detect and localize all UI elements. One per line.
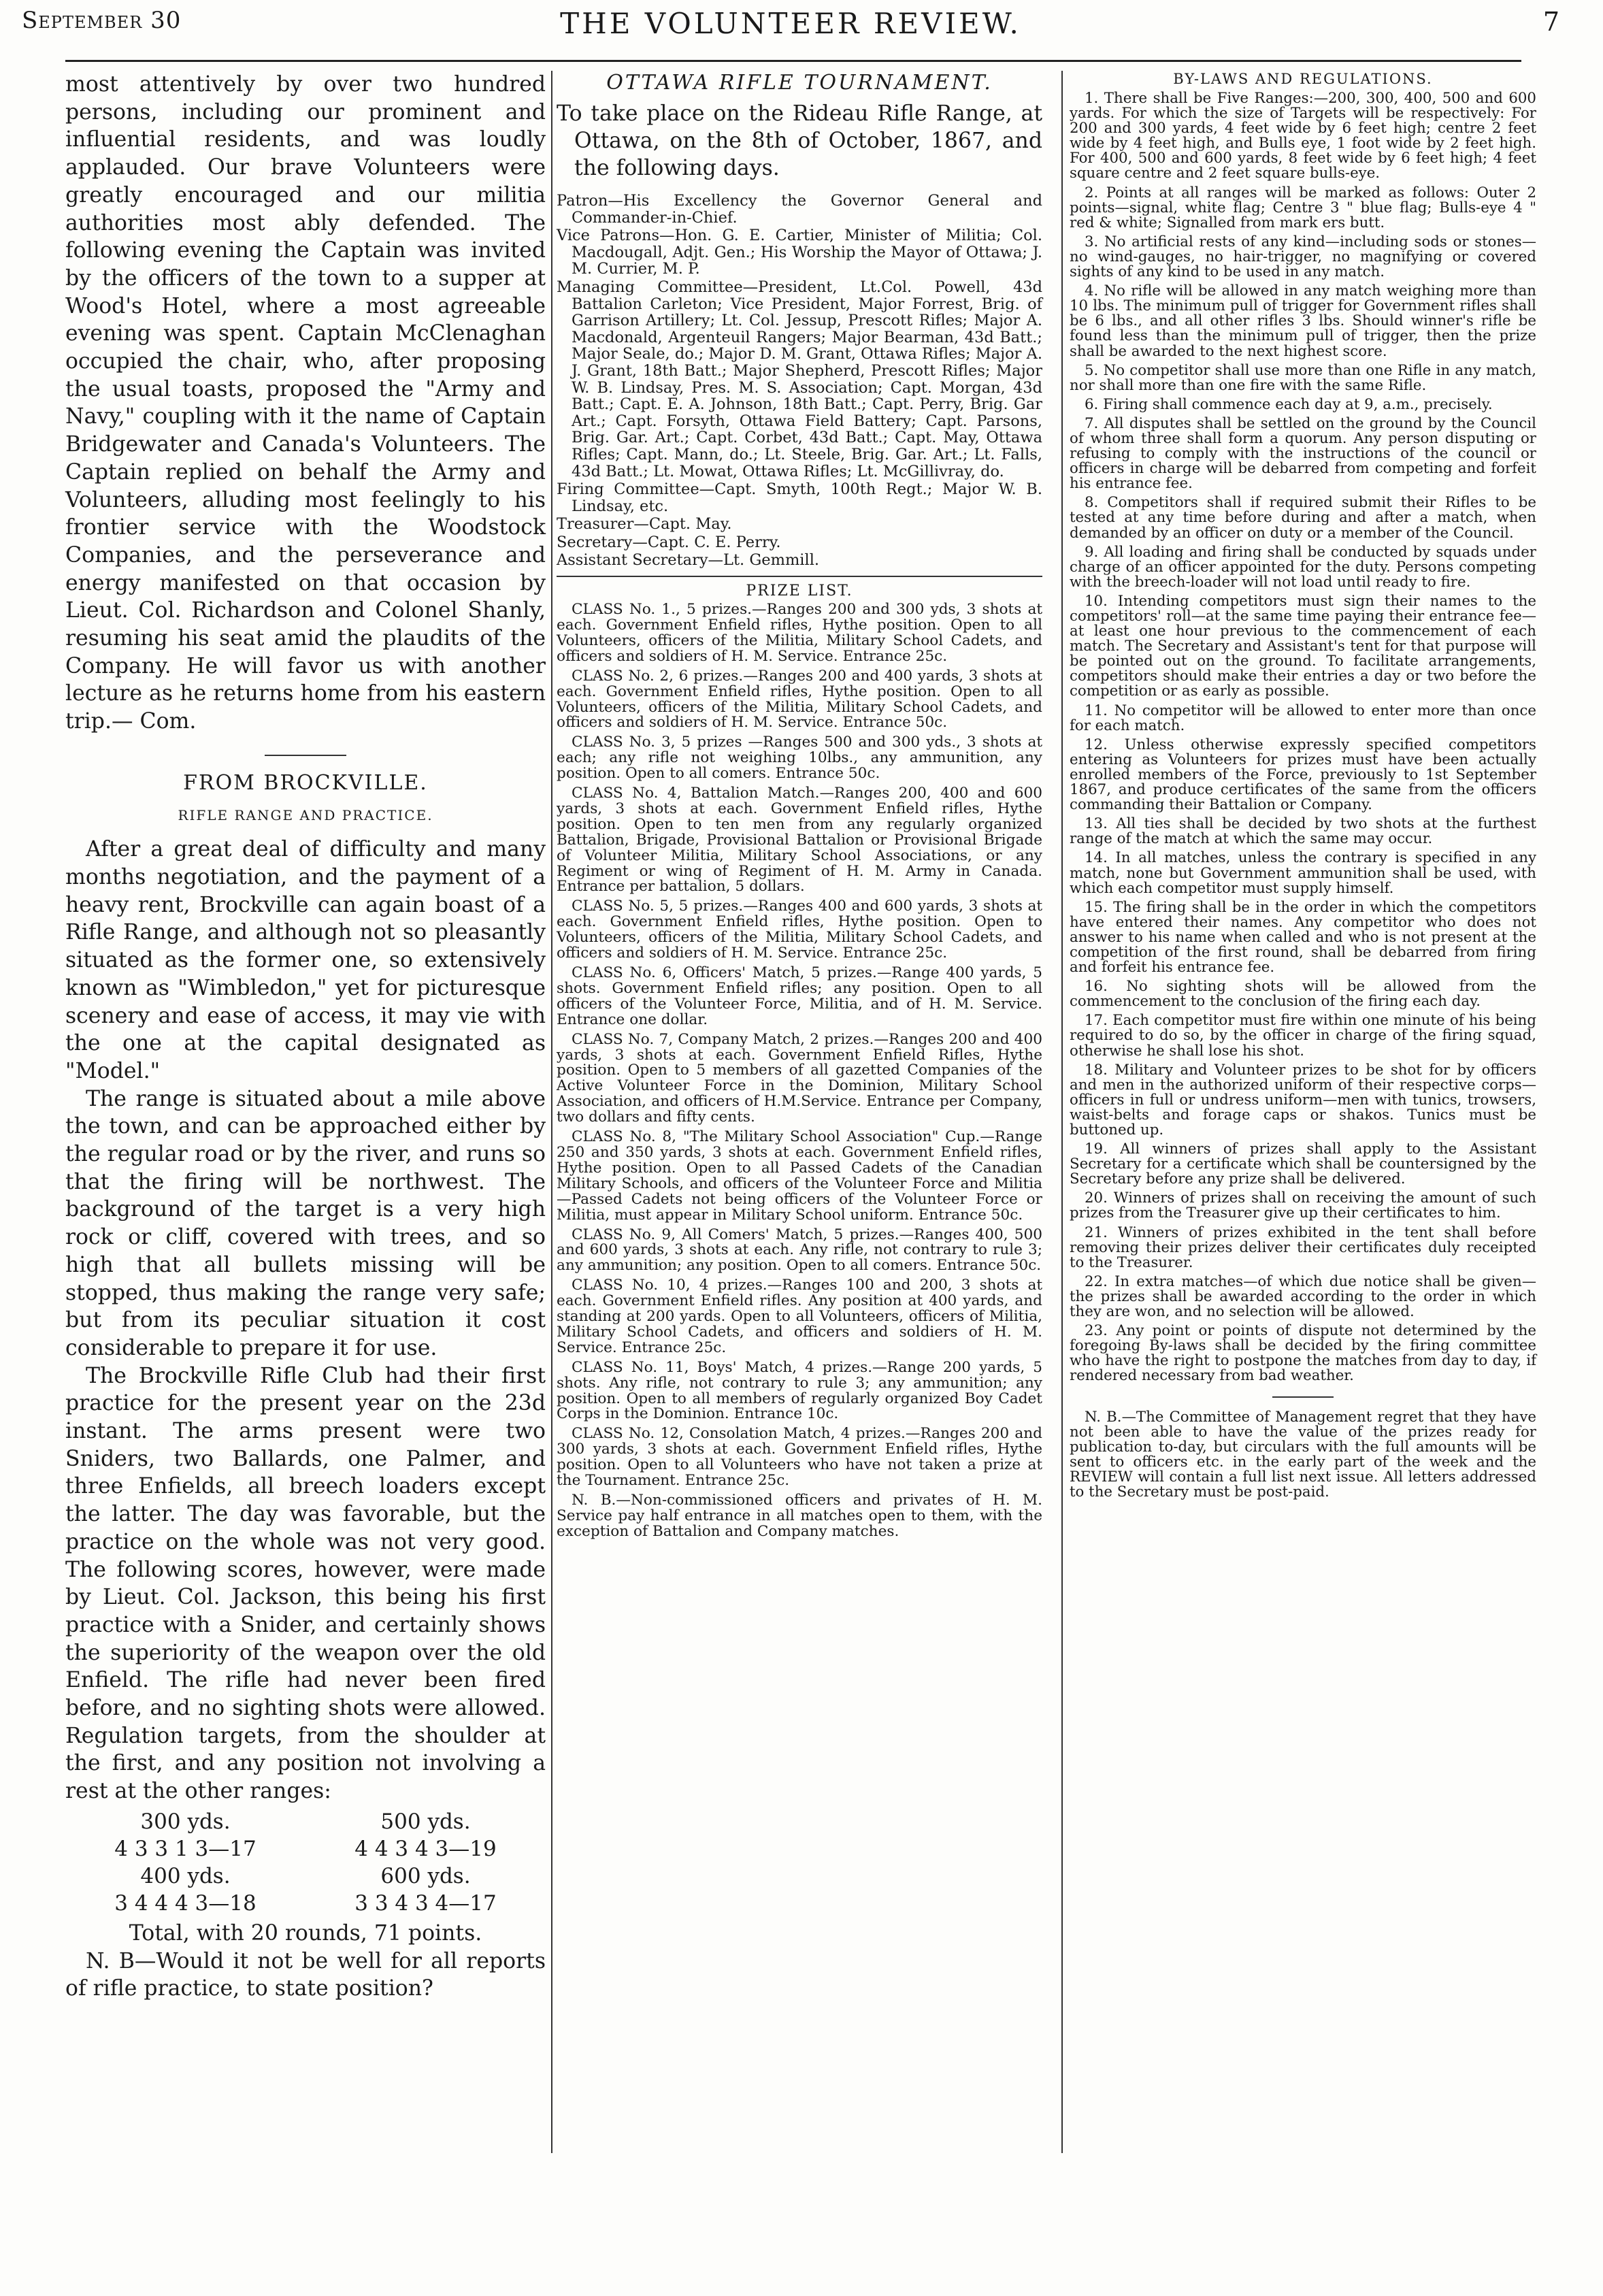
section-subtitle: RIFLE RANGE AND PRACTICE.: [178, 806, 433, 823]
page-number: 7: [1542, 7, 1559, 37]
bylaw-item: 10. Intending competitors must sign their names to the competitors' roll—at the same time paying their entrance fee—at least one hour previous to the commencement of each match. The Secretary and Assistant's tent for that purpose will be pointed out on the ground. To facilitate arrangements, competitors should make their entries a day or two before the competition or as early as possible.: [1070, 592, 1536, 700]
prize-class: CLASS No. 12, Consolation Match, 4 prizes.—Ranges 200 and 300 yards, 3 shots at each. Government Enfield rifles, Hythe position. Open to all Volunteers who have not taken a prize at the Tournament. Entrance 25c.: [557, 1425, 1042, 1490]
official-entry: Secretary—Capt. C. E. Perry.: [557, 533, 781, 551]
score-row: [65, 1863, 546, 1890]
paragraph: After a great deal of difficulty and many months negotiation, and the payment of a heavy rent, Brockville can again boast of a Rifle Range, and although not so pleasantly situated as the former one, so extensively known as "Wimbledon," yet for picturesque scenery and ease of access, it may vie with the one at the capital designated as "Model.": [65, 837, 546, 1083]
prize-class: CLASS No. 10, 4 prizes.—Ranges 100 and 200, 3 shots at each. Government Enfield rifles. Any position at 400 yards, and standing at 200 yards. Open to all Volunteers, officers of Militia, Military School Cadets, and officers and soldiers of H. M. Service. Entrance 25c.: [557, 1277, 1042, 1356]
bylaw-item: 8. Competitors shall if required submit their Rifles to be tested at any time before during and after a match, when demanded by an officer on duty or a member of the Council.: [1070, 494, 1536, 542]
bylaw-item: 3. No artificial rests of any kind—including sods or stones—no wind-gauges, no hair-trigger, no magnifying or covered sights of any kind to be used in any match.: [1070, 233, 1536, 281]
prize-note: N. B.—Non-commissioned officers and privates of H. M. Service pay half entrance in all matches open to them, with the exception of Battalion and Company matches.: [557, 1492, 1042, 1540]
official-entry: Patron—His Excellency the Governor General and Commander-in-Chief.: [557, 192, 1042, 227]
score-table: [65, 1808, 546, 1917]
column-rule: [1061, 71, 1063, 2153]
note: N. B—Would it not be well for all reports of rifle practice, to state position?: [65, 1948, 546, 2001]
officials-list: [557, 193, 1042, 569]
bylaw-item: 13. All ties shall be decided by two shots at the furthest range of the match at which the same may occur.: [1070, 815, 1536, 848]
bylaw-item: 14. In all matches, unless the contrary is specified in any match, none but Government ammunition shall be used, with which each competitor must supply himself.: [1070, 849, 1536, 897]
prize-list-heading: PRIZE LIST.: [746, 583, 853, 600]
bylaws-list: [1070, 91, 1536, 1384]
paragraph: The range is situated about a mile above the town, and can be approached either by the regular road or by the river, and runs so that the firing will be northwest. The background of the target is a very high rock or cliff, covered with trees, and so high that all bullets missing will be stopped, thus making the range very safe; but from its peculiar situation it cost considerable to prepare it for use.: [65, 1086, 546, 1360]
score-cell: 500 yds.: [380, 1809, 471, 1834]
bylaw-item: 19. All winners of prizes shall apply to the Assistant Secretary for a certificate which shall be countersigned by the Secretary before any prize shall be delivered.: [1070, 1141, 1536, 1188]
official-entry: Assistant Secretary—Lt. Gemmill.: [557, 551, 820, 570]
issue-date: September 30: [22, 7, 182, 34]
prize-class: CLASS No. 4, Battalion Match.—Ranges 200, 400 and 600 yards, 3 shots at each. Government Enfield rifles, Hythe position. Open to ten men from any regularly organized Battalion, Brigade, Provisional Battalion or Provisional Brigade of Volunteer Militia, Military School Associations, or any Regiment or wing of Regiment of H. M. Army in Canada. Entrance per battalion, 5 dollars.: [557, 785, 1042, 896]
committee-note: N. B.—The Committee of Management regret that they have not been able to have the value of the prizes ready for publication to-day, but circulars with the full amounts will be sent to officers etc. in the early part of the week and the REVIEW will contain a full list next issue. All letters addressed to the Secretary must be post-paid.: [1070, 1408, 1536, 1500]
bylaw-item: 5. No competitor shall use more than one Rifle in any match, nor shall more than one fire with the same Rifle.: [1070, 361, 1536, 394]
official-entry: Managing Committee—President, Lt.Col. Powell, 43d Battalion Carleton; Vice President, Major Forrest, Brig. of Garrison Artillery; Lt. Col. Jessup, Prescott Rifles; Major A. Macdonald, Argenteuil Rangers; Major Bearman, 43d Batt.; Major Seale, do.; Major D. M. Grant, Ottawa Rifles; Major A. J. Grant, 18th Batt.; Major Shepherd, Prescott Rifles; Major W. B. Lindsay, Pres. M. S. Association; Capt. Morgan, 43d Batt.; Capt. E. A. Johnson, 18th Batt.; Capt. Perry, Brig. Gar Art.; Capt. Forsyth, Ottawa Field Battery; Capt. Parsons, Brig. Gar. Art.; Capt. Corbet, 43d Batt.; Capt. May, Ottawa Rifles; Capt. Mann, do.; Lt. Steele, Brig. Gar. Art.; Lt. Falls, 43d Batt.; Lt. Mowat, Ottawa Rifles; Lt. McGillivray, do.: [557, 278, 1042, 480]
bylaw-item: 4. No rifle will be allowed in any match weighing more than 10 lbs. The minimum pull of trigger for Government rifles shall be 6 lbs., and all other rifles 3 lbs. Should winner's rifle be found less than the minimum pull of trigger, then the prize shall be awarded to the next highest score.: [1070, 282, 1536, 360]
score-cell: 300 yds.: [140, 1809, 231, 1834]
article-lead: To take place on the Rideau Rifle Range, at Ottawa, on the 8th of October, 1867, and the following days.: [557, 101, 1042, 180]
bylaw-item: 9. All loading and firing shall be conducted by squads under charge of an officer appointed for the duty. Persons competing with the breech-loader will not load until ready to fire.: [1070, 543, 1536, 591]
bylaw-item: 6. Firing shall commence each day at 9, a.m., precisely.: [1085, 395, 1493, 413]
score-total: Total, with 20 rounds, 71 points.: [129, 1920, 482, 1946]
score-cell: 3 4 4 4 3—18: [114, 1890, 257, 1916]
article-title: OTTAWA RIFLE TOURNAMENT.: [606, 71, 993, 95]
paragraph: The Brockville Rifle Club had their first practice for the present year on the 23d instant. The arms present were two Sniders, two Ballards, one Palmer, and three Enfields, all breech loaders except the latter. The day was favorable, but the practice on the whole was not very good. The following scores, however, were made by Lieut. Col. Jackson, this being his first practice with a Snider, and certainly shows the superiority of the weapon over the old Enfield. The rifle had never been fired before, and no sighting shots were allowed. Regulation targets, from the shoulder at the first, and any position not involving a rest at the other ranges:: [65, 1363, 546, 1804]
prize-class: CLASS No. 7, Company Match, 2 prizes.—Ranges 200 and 400 yards, 3 shots at each. Government Enfield Rifles, Hythe position. Open to 5 members of all gazetted Companies of the Active Volunteer Force in the Dominion, Military School Association, and officers of H.M.Service. Entrance per Company, two dollars and fifty cents.: [557, 1030, 1042, 1126]
prize-class: CLASS No. 11, Boys' Match, 4 prizes.—Range 200 yards, 5 shots. Any rifle, not contrary to rule 3; any ammunition; any position. Open to all members of regularly organized Boy Cadet Corps in the Dominion. Entrance 10c.: [557, 1358, 1042, 1423]
header-rule: [65, 60, 1521, 62]
section-divider: [1272, 1396, 1334, 1398]
prize-class: CLASS No. 5, 5 prizes.—Ranges 400 and 600 yards, 3 shots at each. Government Enfield rifles, Hythe position. Open to Volunteers, officers of the Militia, Military School Cadets, and officers and soldiers of H. M. Service. Entrance 25c.: [557, 898, 1042, 962]
column-rule: [551, 71, 552, 2153]
bylaws-title: BY-LAWS AND REGULATIONS.: [1173, 71, 1433, 87]
bylaw-item: 23. Any point or points of dispute not determined by the foregoing By-laws shall be decided by the firing committee who have the right to postpone the matches from day to day, if rendered necessary from bad weather.: [1070, 1322, 1536, 1385]
score-cell: 4 3 3 1 3—17: [114, 1836, 257, 1861]
score-row: [65, 1835, 546, 1863]
column-2: [557, 71, 1042, 1544]
official-entry: Firing Committee—Capt. Smyth, 100th Regt.; Major W. B. Lindsay, etc.: [557, 480, 1042, 515]
section-title: FROM BROCKVILLE.: [183, 770, 428, 795]
prize-class: CLASS No. 3, 5 prizes —Ranges 500 and 300 yds., 3 shots at each; any rifle not weighing 10lbs., any ammunition, any position. Open to all comers. Entrance 50c.: [557, 734, 1042, 783]
bylaw-item: 21. Winners of prizes exhibited in the tent shall before removing their prizes deliver their certificates duly receipted to the Treasurer.: [1070, 1224, 1536, 1271]
score-cell: 4 4 3 4 3—19: [354, 1836, 497, 1861]
column-1: [65, 71, 546, 2003]
article-continuation: most attentively by over two hundred persons, including our prominent and influential residents, and was loudly applauded. Our brave Volunteers were greatly encouraged and our militia authorities most ably defended. The following evening the Captain was invited by the officers of the town to a supper at Wood's Hotel, where a most agreeable evening was spent. Captain McClenaghan occupied the chair, who, after proposing the usual toasts, proposed the "Army and Navy," coupling with it the name of Captain Bridgewater and Canada's Volunteers. The Captain replied on behalf the Army and Volunteers, alluding most feelingly to his frontier service with the Woodstock Companies, and the perseverance and energy manifested on that occasion by Lieut. Col. Richardson and Colonel Shanly, resuming his seat amid the plaudits of the Company. He will favor us with another lecture as he returns home from his eastern trip.— Com.: [65, 72, 546, 734]
bylaw-item: 20. Winners of prizes shall on receiving the amount of such prizes from the Treasurer give up their certificates to him.: [1070, 1190, 1536, 1222]
official-entry: Treasurer—Capt. May.: [557, 515, 732, 534]
bylaw-item: 12. Unless otherwise expressly specified competitors entering as Volunteers for prizes must have been actually enrolled members of the Force, previously to 1st September 1867, and produce certificates of the same from the officers commanding their Battalion or Company.: [1070, 736, 1536, 814]
score-row: [65, 1808, 546, 1835]
publication-title: THE VOLUNTEER REVIEW.: [560, 7, 1021, 40]
committee-note-block: [1070, 1410, 1536, 1500]
score-cell: 3 3 4 3 4—17: [354, 1890, 497, 1916]
masthead: [22, 4, 1559, 59]
prize-class: CLASS No. 6, Officers' Match, 5 prizes.—Range 400 yards, 5 shots. Government Enfield rifles; any position. Open to all officers of the Volunteer Force, Militia, and of H. M. Service. Entrance one dollar.: [557, 964, 1042, 1028]
bylaw-item: 15. The firing shall be in the order in which the competitors have entered their names. Any competitor who does not answer to his name when called and who is not present at the competition of the first round, shall be debarred from firing and forfeit his entrance fee.: [1070, 898, 1536, 977]
score-cell: 600 yds.: [380, 1863, 471, 1888]
prize-class: CLASS No. 8, "The Military School Association" Cup.—Range 250 and 350 yards, 3 shots at each. Government Enfield rifles, Hythe position. Open to all Passed Cadets of the Canadian Military Schools, and officers of the Volunteer Force and Militia—Passed Cadets not being officers of the Volunteer Force or Militia, must appear in Military School uniform. Entrance 50c.: [557, 1128, 1042, 1224]
bylaw-item: 1. There shall be Five Ranges:—200, 300, 400, 500 and 600 yards. For which the size of Targets will be respectively: For 200 and 300 yards, 4 feet wide by 6 feet high; centre 2 feet wide by 4 feet high, and Bulls eye, 1 foot wide by 2 feet high. For 400, 500 and 600 yards, 8 feet wide by 6 feet high; 4 feet square centre and 2 feet square bulls-eye.: [1070, 90, 1536, 182]
bylaw-item: 22. In extra matches—of which due notice shall be given—the prizes shall be awarded according to the order in which they are won, and no selection will be allowed.: [1070, 1273, 1536, 1321]
prize-class: CLASS No. 1., 5 prizes.—Ranges 200 and 300 yds, 3 shots at each. Government Enfield rifles, Hythe position. Open to all Volunteers, officers of the Militia, Military School Cadets, and officers and soldiers of H. M. Service. Entrance 25c.: [557, 601, 1042, 665]
column-3: [1070, 71, 1536, 1504]
bylaw-item: 18. Military and Volunteer prizes to be shot for by officers and men in the authorized uniform of their respective corps—officers in full or undress uniform—men with tunics, trowsers, waist-belts and forage caps or shakos. Tunics must be buttoned up.: [1070, 1061, 1536, 1138]
official-entry: Vice Patrons—Hon. G. E. Cartier, Minister of Militia; Col. Macdougall, Adjt. Gen.; His Worship the Mayor of Ottawa; J. M. Currier, M. P.: [557, 227, 1042, 278]
bylaw-item: 11. No competitor will be allowed to enter more than once for each match.: [1070, 702, 1536, 734]
bylaw-item: 7. All disputes shall be settled on the ground by the Council of whom three shall form a quorum. Any person disputing or refusing to comply with the instructions of the council or officers in charge will be debarred from competing and forfeit his entrance fee.: [1070, 414, 1536, 493]
score-row: [65, 1890, 546, 1917]
bylaw-item: 2. Points at all ranges will be marked as follows: Outer 2 points—signal, white flag; Centre 3 " blue flag; Bulls-eye 4 " red & white; Signalled from mark ers butt.: [1070, 184, 1536, 231]
bylaw-item: 16. No sighting shots will be allowed from the commencement to the conclusion of the firing each day.: [1070, 978, 1536, 1011]
divider: [557, 576, 1042, 577]
prize-classes: [557, 602, 1042, 1540]
section-divider: [265, 755, 346, 756]
bylaw-item: 17. Each competitor must fire within one minute of his being required to do so, by the officer in charge of the firing squad, otherwise he shall lose his shot.: [1070, 1012, 1536, 1060]
prize-class: CLASS No. 9, All Comers' Match, 5 prizes.—Ranges 400, 500 and 600 yards, 3 shots at each. Any rifle, not contrary to rule 3; any ammunition; any position. Open to all comers. Entrance 50c.: [557, 1226, 1042, 1275]
prize-class: CLASS No. 2, 6 prizes.—Ranges 200 and 400 yards, 3 shots at each. Government Enfield rifles, Hythe position. Open to all Volunteers, officers of the Militia, Military School Cadets, and officers and soldiers of H. M. Service. Entrance 50c.: [557, 667, 1042, 732]
score-cell: 400 yds.: [140, 1863, 231, 1888]
